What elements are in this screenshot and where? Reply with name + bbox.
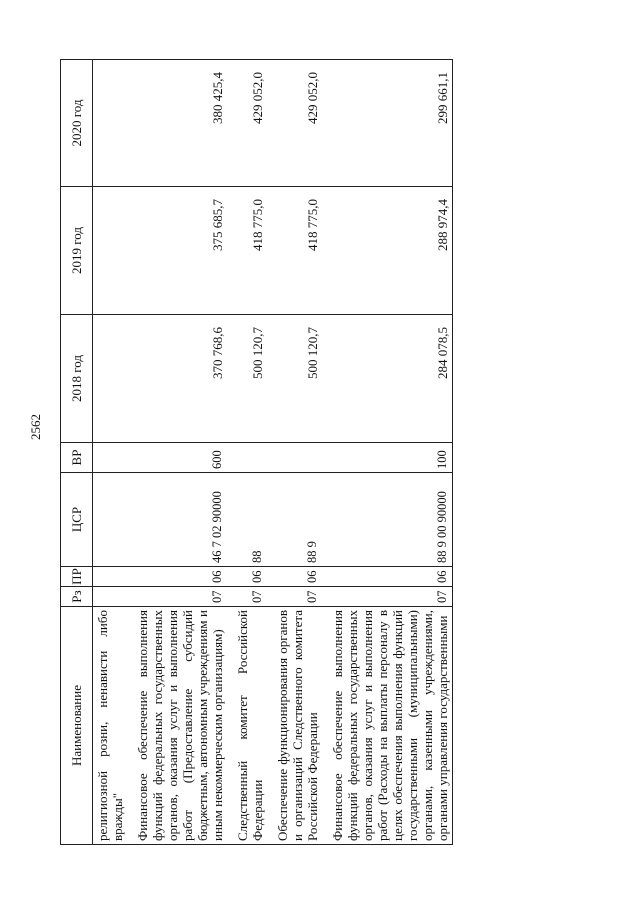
row-2019: 288 974,4 xyxy=(328,187,453,315)
row-vr xyxy=(273,443,322,473)
row-pr: 06 xyxy=(133,567,227,587)
row-2019: 418 775,0 xyxy=(273,187,322,315)
row-vr: 100 xyxy=(328,443,453,473)
row-pr: 06 xyxy=(273,567,322,587)
row-csr xyxy=(93,473,128,567)
col-csr-header: ЦСР xyxy=(61,473,93,567)
row-name: Обеспечение функционирования органов и организаций Следственного комитета Российской Федерации xyxy=(273,607,322,845)
table-row xyxy=(233,60,267,845)
row-2020: 429 052,0 xyxy=(273,60,322,187)
row-2018: 500 120,7 xyxy=(233,315,267,443)
col-2018-header: 2018 год xyxy=(61,315,93,443)
row-rz xyxy=(93,587,128,607)
row-2019: 418 775,0 xyxy=(233,187,267,315)
col-vr-header: ВР xyxy=(61,443,93,473)
col-rz-header: Рз xyxy=(61,587,93,607)
row-2018: 370 768,6 xyxy=(133,315,227,443)
budget-table xyxy=(60,59,453,845)
row-rz: 07 xyxy=(133,587,227,607)
row-vr xyxy=(93,443,128,473)
table-header xyxy=(61,60,93,845)
row-2020: 299 661,1 xyxy=(328,60,453,187)
row-2018: 500 120,7 xyxy=(273,315,322,443)
col-2019-header: 2019 год xyxy=(61,187,93,315)
row-rz: 07 xyxy=(273,587,322,607)
table-row xyxy=(273,60,322,845)
col-2020-header: 2020 год xyxy=(61,60,93,187)
row-pr xyxy=(93,567,128,587)
table-row xyxy=(133,60,227,845)
row-2018 xyxy=(93,315,128,443)
col-pr-header: ПР xyxy=(61,567,93,587)
row-2019 xyxy=(93,187,128,315)
row-2020 xyxy=(93,60,128,187)
row-name: Финансовое обеспечение выполнения функций федеральных государственных органов, оказания услуг и выполнения работ (Предоставление субсидий бюджетным, автономным учреждениям и иным некоммерческим организациям) xyxy=(133,607,227,845)
row-csr: 88 9 xyxy=(273,473,322,567)
row-pr: 06 xyxy=(328,567,453,587)
page-number: 2562 xyxy=(28,414,43,440)
row-csr: 88 xyxy=(233,473,267,567)
table-row xyxy=(93,60,128,845)
row-rz: 07 xyxy=(233,587,267,607)
row-2019: 375 685,7 xyxy=(133,187,227,315)
row-csr: 46 7 02 90000 xyxy=(133,473,227,567)
row-name: Следственный комитет Российской Федерации xyxy=(233,607,267,845)
table-row xyxy=(328,60,453,845)
row-2020: 429 052,0 xyxy=(233,60,267,187)
row-vr: 600 xyxy=(133,443,227,473)
row-vr xyxy=(233,443,267,473)
row-pr: 06 xyxy=(233,567,267,587)
row-rz: 07 xyxy=(328,587,453,607)
rotated-page xyxy=(60,60,620,845)
row-2020: 380 425,4 xyxy=(133,60,227,187)
row-2018: 284 078,5 xyxy=(328,315,453,443)
row-csr: 88 9 00 90000 xyxy=(328,473,453,567)
col-name-header: Наименование xyxy=(61,607,93,845)
row-name: религиозной розни, ненависти либо вражды" xyxy=(93,607,128,845)
row-name: Финансовое обеспечение выполнения функций федеральных государственных органов, оказания услуг и выполнения работ (Расходы на выплаты персоналу в целях обеспечения выполнения функций государственными (муниципальными) органами, казенными учреждениями, органами управления государственными xyxy=(328,607,453,845)
